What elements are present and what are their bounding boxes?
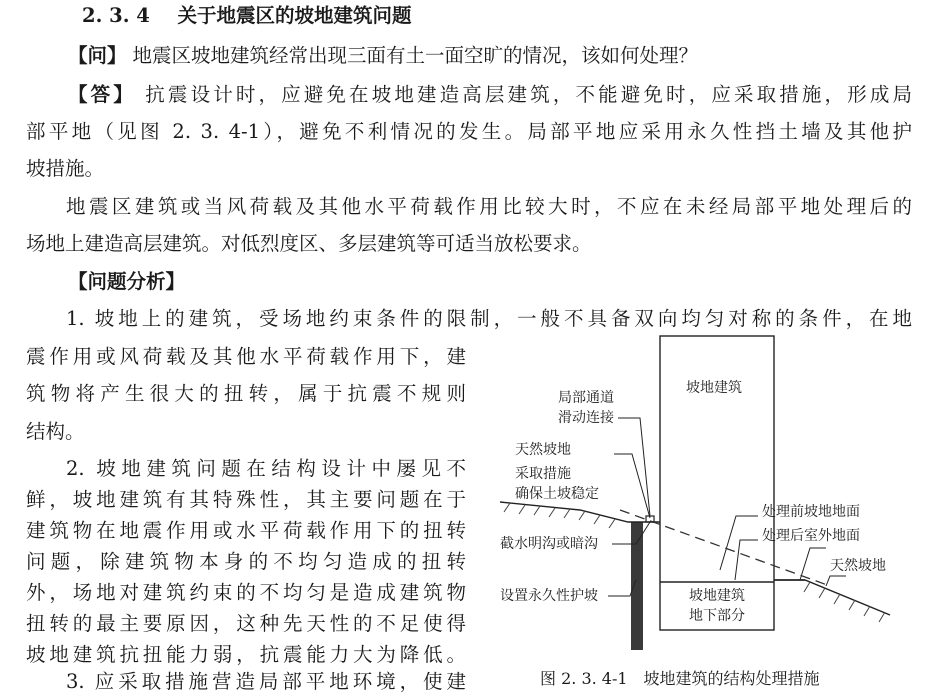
answer-tag: 【答】: [68, 83, 136, 106]
before-ground-label: 处理前坡地地面: [762, 504, 860, 520]
analysis-p2-line-4: 问题，除建筑物本身的不均匀造成的扭转: [26, 550, 466, 573]
right-slope-hatch: [804, 582, 885, 622]
question-line: [68, 44, 698, 68]
analysis-p2-line-1: 2. 坡地建筑问题在结构设计中屡见不: [66, 457, 466, 480]
retaining-wall: [631, 522, 643, 650]
analysis-p1-line-4: 结构。: [26, 420, 85, 443]
answer-para2-line-1: 地震区建筑或当风荷载及其他水平荷载作用比较大时，不应在未经局部平地处理后的: [66, 195, 912, 218]
analysis-tag: 【问题分析】: [68, 270, 186, 293]
answer-text-1: 抗震设计时，应避免在坡地建造高层建筑，不能避免时，应采取措施，形成局: [145, 83, 912, 106]
analysis-p1-line-2: 震作用或风荷载及其他水平荷载作用下，建: [26, 345, 466, 368]
analysis-p2-line-7: 坡地建筑抗扭能力弱，抗震能力大为降低。: [26, 643, 466, 666]
analysis-p1-line-3: 筑物将产生很大的扭转，属于抗震不规则: [26, 382, 466, 405]
answer-line-1: [68, 83, 912, 107]
natural-slope-right-label: 天然坡地: [830, 558, 886, 574]
building-label: 坡地建筑: [686, 380, 742, 396]
retaining-wall-label: 设置永久性护坡: [500, 588, 598, 604]
figure-caption: 图 2. 3. 4-1 坡地建筑的结构处理措施: [540, 669, 820, 688]
analysis-p3-line-1: 3. 应采取措施营造局部平地环境，使建: [66, 670, 466, 693]
basement-label-2: 地下部分: [689, 608, 745, 624]
section-title: 关于地震区的坡地建筑问题: [177, 4, 412, 27]
drain-label: 截水明沟或暗沟: [500, 536, 598, 552]
section-heading: [82, 4, 411, 28]
left-slope-hatch: [504, 503, 615, 528]
analysis-p2-line-5: 外，场地对建筑约束的不均匀是造成建筑物: [26, 581, 466, 604]
after-ground-label: 处理后室外地面: [762, 528, 860, 544]
measures-label-2: 确保土坡稳定: [515, 486, 599, 502]
answer-para2-line-2: 场地上建造高层建筑。对低烈度区、多层建筑等可适当放松要求。: [26, 232, 592, 255]
analysis-p1-line-1: 1. 坡地上的建筑，受场地约束条件的限制，一般不具备双向均匀对称的条件，在地: [66, 307, 912, 330]
right-slope: [774, 580, 890, 615]
section-number: 2. 3. 4: [82, 4, 150, 27]
passage-label-1: 局部通道: [558, 390, 614, 406]
natural-slope-left-label: 天然坡地: [515, 442, 571, 458]
structure-figure: [500, 330, 920, 650]
analysis-p2-line-2: 鲜，坡地建筑有其特殊性，其主要问题在于: [26, 488, 466, 511]
analysis-p2-line-6: 扭转的最主要原因，这种先天性的不足使得: [26, 612, 466, 635]
answer-line-2: 部平地（见图 2. 3. 4-1），避免不利情况的发生。局部平地应采用永久性挡土墙及其他护: [26, 120, 912, 143]
analysis-p2-line-3: 建筑物在地震作用或水平荷载作用下的扭转: [26, 519, 466, 542]
passage-label-2: 滑动连接: [558, 410, 614, 426]
question-text: 地震区坡地建筑经常出现三面有土一面空旷的情况，该如何处理？: [132, 44, 699, 67]
basement-label-1: 坡地建筑: [689, 588, 745, 604]
measures-label-1: 采取措施: [515, 466, 571, 482]
question-tag: 【问】: [68, 44, 127, 67]
answer-line-3: 坡措施。: [26, 157, 105, 180]
